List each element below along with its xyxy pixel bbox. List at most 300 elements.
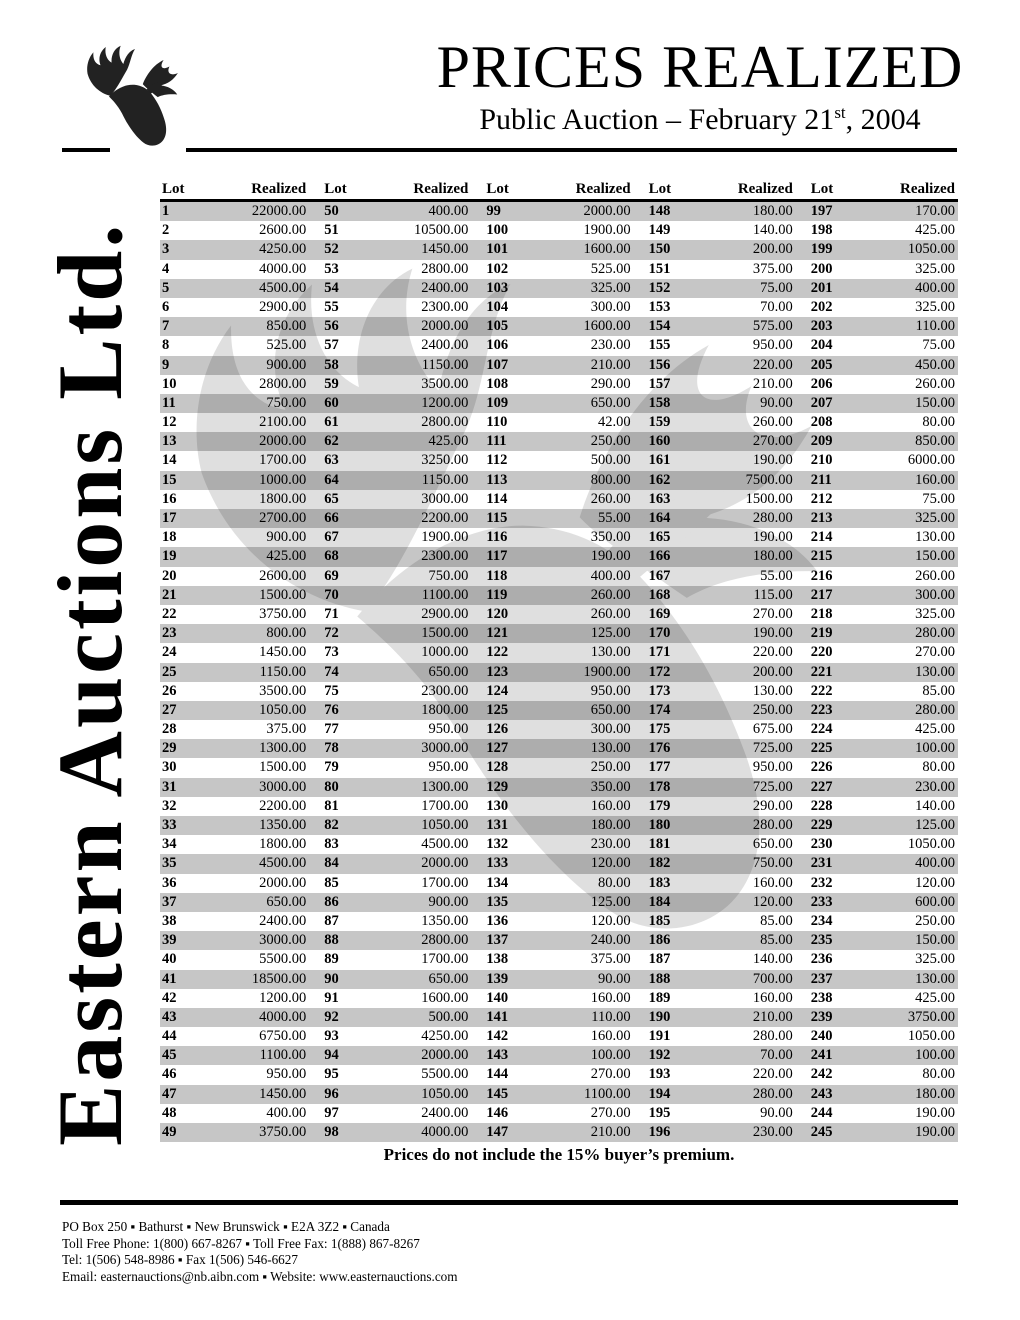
realized-price: 80.00 — [597, 874, 631, 891]
lot-number: 10 — [162, 375, 177, 392]
lot-price-pair — [160, 643, 309, 662]
realized-price: 300.00 — [590, 721, 631, 738]
lot-price-pair — [809, 221, 958, 240]
realized-price: 2600.00 — [259, 222, 307, 239]
lot-number: 235 — [810, 932, 833, 949]
lot-price-pair — [160, 816, 309, 835]
realized-price: 70.00 — [760, 298, 793, 315]
realized-price: 2100.00 — [259, 414, 307, 431]
table-row — [160, 912, 958, 931]
table-row — [160, 586, 958, 605]
realized-price: 140.00 — [915, 797, 955, 814]
lot-price-pair — [160, 413, 309, 432]
realized-price: 900.00 — [266, 356, 307, 373]
lot-number: 157 — [648, 375, 671, 392]
realized-price: 270.00 — [915, 644, 955, 661]
lot-number: 32 — [162, 797, 177, 814]
lot-price-pair — [809, 758, 958, 777]
lot-price-pair — [160, 1046, 309, 1065]
lot-number: 27 — [162, 701, 177, 718]
realized-price: 300.00 — [915, 586, 955, 603]
lot-number: 106 — [486, 337, 509, 354]
lot-price-pair — [322, 931, 471, 950]
lot-number: 205 — [810, 356, 833, 373]
realized-price: 450.00 — [915, 356, 955, 373]
lot-price-pair — [647, 394, 796, 413]
lot-number: 124 — [486, 682, 509, 699]
lot-number: 218 — [810, 605, 833, 622]
lot-price-pair — [809, 394, 958, 413]
realized-price: 400.00 — [428, 203, 469, 219]
lot-price-pair — [647, 989, 796, 1008]
column-header-pair — [647, 180, 796, 198]
lot-price-pair — [647, 317, 796, 336]
lot-price-pair — [809, 1104, 958, 1123]
lot-number: 91 — [324, 989, 339, 1006]
lot-number: 9 — [162, 356, 170, 373]
realized-price: 7500.00 — [745, 471, 793, 488]
lot-number: 100 — [486, 222, 509, 239]
realized-price: 1500.00 — [259, 586, 307, 603]
realized-price: 1050.00 — [907, 836, 955, 853]
lot-price-pair — [647, 624, 796, 643]
lot-number: 105 — [486, 318, 509, 335]
realized-price: 5500.00 — [259, 951, 307, 968]
table-row — [160, 1104, 958, 1123]
realized-price: 5500.00 — [421, 1066, 469, 1083]
lot-number: 111 — [486, 433, 507, 450]
lot-price-pair — [647, 950, 796, 969]
lot-number: 151 — [648, 260, 671, 277]
lot-price-pair — [809, 701, 958, 720]
lot-price-pair — [322, 989, 471, 1008]
lot-price-pair — [160, 394, 309, 413]
lot-price-pair — [322, 1104, 471, 1123]
realized-price: 100.00 — [915, 740, 955, 757]
lot-price-pair — [647, 663, 796, 682]
lot-price-pair — [160, 874, 309, 893]
lot-price-pair — [484, 298, 633, 317]
lot-number: 1 — [162, 203, 170, 219]
realized-price: 1050.00 — [907, 241, 955, 258]
lot-price-pair — [647, 202, 796, 221]
lot-price-pair — [484, 586, 633, 605]
realized-price: 230.00 — [590, 836, 631, 853]
footer-line: Email: easternauctions@nb.aibn.com ▪ Website: www.easternauctions.com — [62, 1268, 458, 1284]
lot-number: 43 — [162, 1008, 177, 1025]
realized-price: 1800.00 — [259, 490, 307, 507]
realized-price: 270.00 — [590, 1104, 631, 1121]
lot-number: 158 — [648, 394, 671, 411]
realized-price: 300.00 — [590, 298, 631, 315]
lot-price-pair — [647, 931, 796, 950]
lot-number: 144 — [486, 1066, 509, 1083]
lot-price-pair — [322, 298, 471, 317]
lot-number: 49 — [162, 1124, 177, 1140]
lot-number: 220 — [810, 644, 833, 661]
realized-price: 130.00 — [590, 740, 631, 757]
realized-price: 140.00 — [752, 951, 793, 968]
lot-price-pair — [322, 317, 471, 336]
table-row — [160, 547, 958, 566]
realized-price: 1150.00 — [421, 356, 469, 373]
realized-price: 220.00 — [752, 644, 793, 661]
lot-number: 11 — [162, 394, 176, 411]
realized-price: 160.00 — [590, 989, 631, 1006]
table-row — [160, 1027, 958, 1046]
lot-number: 95 — [324, 1066, 339, 1083]
lot-price-pair — [484, 758, 633, 777]
lot-number: 164 — [648, 510, 671, 526]
lot-number: 188 — [648, 970, 671, 987]
lot-price-pair — [484, 528, 633, 547]
lot-price-pair — [322, 663, 471, 682]
realized-price: 22000.00 — [251, 203, 307, 219]
lot-price-pair — [647, 567, 796, 586]
realized-price: 160.00 — [590, 797, 631, 814]
lot-price-pair — [809, 1027, 958, 1046]
lot-price-pair — [647, 509, 796, 528]
table-row — [160, 567, 958, 586]
lot-price-pair — [160, 778, 309, 797]
lot-number: 18 — [162, 529, 177, 546]
lot-number: 122 — [486, 644, 509, 661]
lot-number: 93 — [324, 1028, 339, 1045]
lot-number: 61 — [324, 414, 339, 431]
realized-price: 270.00 — [590, 1066, 631, 1083]
lot-price-pair — [809, 356, 958, 375]
lot-number: 101 — [486, 241, 509, 258]
lot-number: 195 — [648, 1104, 671, 1121]
lot-price-pair — [647, 490, 796, 509]
lot-price-pair — [484, 1123, 633, 1142]
realized-price: 650.00 — [590, 394, 631, 411]
realized-price: 950.00 — [590, 682, 631, 699]
lot-price-pair — [322, 797, 471, 816]
realized-price: 3750.00 — [259, 1124, 307, 1140]
lot-price-pair — [160, 950, 309, 969]
lot-price-pair — [484, 739, 633, 758]
lot-number: 97 — [324, 1104, 339, 1121]
lot-number: 63 — [324, 452, 339, 469]
realized-price: 1450.00 — [421, 241, 469, 258]
realized-price: 950.00 — [428, 721, 469, 738]
lot-number: 141 — [486, 1008, 509, 1025]
lot-number: 125 — [486, 701, 509, 718]
realized-price: 220.00 — [752, 356, 793, 373]
lot-price-pair — [484, 970, 633, 989]
realized-price: 425.00 — [915, 721, 955, 738]
lot-number: 86 — [324, 893, 339, 910]
lot-number: 182 — [648, 855, 671, 872]
lot-number: 133 — [486, 855, 509, 872]
realized-price: 250.00 — [752, 701, 793, 718]
lot-price-pair — [809, 375, 958, 394]
lot-price-pair — [160, 758, 309, 777]
lot-number: 213 — [810, 510, 833, 526]
table-row — [160, 451, 958, 470]
realized-price: 1100.00 — [259, 1047, 307, 1064]
realized-price: 18500.00 — [251, 970, 307, 987]
realized-price: 130.00 — [590, 644, 631, 661]
lot-number: 215 — [810, 548, 833, 565]
lot-price-pair — [322, 221, 471, 240]
realized-price: 110.00 — [591, 1008, 631, 1025]
lot-price-pair — [809, 835, 958, 854]
realized-price: 425.00 — [428, 433, 469, 450]
realized-price: 180.00 — [752, 548, 793, 565]
lot-number: 23 — [162, 625, 177, 642]
lot-number: 115 — [486, 510, 508, 526]
realized-price: 425.00 — [266, 548, 307, 565]
lot-price-pair — [809, 624, 958, 643]
lot-price-pair — [647, 451, 796, 470]
lot-price-pair — [160, 970, 309, 989]
lot-price-pair — [809, 893, 958, 912]
realized-price: 240.00 — [590, 932, 631, 949]
lot-price-pair — [484, 471, 633, 490]
lot-price-pair — [484, 336, 633, 355]
lot-number: 239 — [810, 1008, 833, 1025]
lot-number: 217 — [810, 586, 833, 603]
lot-price-pair — [322, 202, 471, 221]
lot-number: 212 — [810, 490, 833, 507]
realized-price: 100.00 — [590, 1047, 631, 1064]
lot-number: 176 — [648, 740, 671, 757]
realized-price: 350.00 — [590, 529, 631, 546]
lot-price-pair — [809, 490, 958, 509]
table-row — [160, 874, 958, 893]
realized-price: 3500.00 — [259, 682, 307, 699]
lot-number: 138 — [486, 951, 509, 968]
lot-price-pair — [160, 375, 309, 394]
lot-price-pair — [484, 835, 633, 854]
lot-number: 225 — [810, 740, 833, 757]
lot-number: 8 — [162, 337, 170, 354]
lot-price-pair — [322, 1046, 471, 1065]
realized-price: 1600.00 — [421, 989, 469, 1006]
lot-price-pair — [647, 854, 796, 873]
realized-price: 650.00 — [266, 893, 307, 910]
lot-price-pair — [647, 739, 796, 758]
lot-number: 99 — [486, 203, 501, 219]
lot-number: 66 — [324, 510, 339, 526]
lot-price-pair — [322, 356, 471, 375]
lot-price-pair — [809, 240, 958, 259]
lot-number: 245 — [810, 1124, 833, 1140]
realized-price: 800.00 — [590, 471, 631, 488]
lot-price-pair — [647, 413, 796, 432]
realized-price: 3750.00 — [907, 1008, 955, 1025]
lot-price-pair — [647, 432, 796, 451]
lot-price-pair — [809, 816, 958, 835]
lot-number: 159 — [648, 414, 671, 431]
lot-price-pair — [160, 490, 309, 509]
realized-price: 2900.00 — [259, 298, 307, 315]
realized-price: 675.00 — [752, 721, 793, 738]
lot-number: 44 — [162, 1028, 177, 1045]
table-row — [160, 970, 958, 989]
table-row — [160, 202, 958, 221]
lot-number: 33 — [162, 817, 177, 833]
lot-number: 6 — [162, 298, 170, 315]
realized-price: 190.00 — [752, 529, 793, 546]
realized-column-header: Realized — [413, 181, 469, 197]
lot-price-pair — [322, 528, 471, 547]
realized-price: 160.00 — [915, 471, 955, 488]
lot-price-pair — [322, 336, 471, 355]
lot-price-pair — [647, 797, 796, 816]
table-row — [160, 279, 958, 298]
realized-price: 280.00 — [752, 817, 793, 833]
lot-number: 2 — [162, 222, 170, 239]
lot-number: 30 — [162, 759, 177, 776]
lot-number: 153 — [648, 298, 671, 315]
lot-number: 57 — [324, 337, 339, 354]
lot-number: 145 — [486, 1085, 509, 1102]
lot-price-pair — [809, 317, 958, 336]
lot-price-pair — [647, 375, 796, 394]
realized-column-header: Realized — [900, 181, 955, 197]
lot-number: 12 — [162, 414, 177, 431]
lot-number: 183 — [648, 874, 671, 891]
table-row — [160, 509, 958, 528]
lot-number: 69 — [324, 567, 339, 584]
realized-price: 1900.00 — [583, 222, 631, 239]
lot-number: 139 — [486, 970, 509, 987]
realized-price: 500.00 — [590, 452, 631, 469]
table-row — [160, 1123, 958, 1142]
table-row — [160, 1008, 958, 1027]
lot-number: 224 — [810, 721, 833, 738]
lot-price-pair — [160, 240, 309, 259]
table-row — [160, 797, 958, 816]
table-row — [160, 298, 958, 317]
lot-price-pair — [160, 451, 309, 470]
lot-price-pair — [160, 471, 309, 490]
realized-price: 2400.00 — [259, 912, 307, 929]
realized-price: 325.00 — [915, 605, 955, 622]
lot-number: 17 — [162, 510, 177, 526]
lot-number: 58 — [324, 356, 339, 373]
realized-price: 260.00 — [915, 567, 955, 584]
lot-price-pair — [160, 221, 309, 240]
realized-price: 400.00 — [915, 279, 955, 296]
lot-price-pair — [322, 854, 471, 873]
realized-price: 280.00 — [752, 1028, 793, 1045]
realized-price: 55.00 — [760, 567, 793, 584]
table-row — [160, 701, 958, 720]
realized-price: 180.00 — [590, 817, 631, 833]
realized-price: 800.00 — [266, 625, 307, 642]
realized-price: 600.00 — [915, 893, 955, 910]
lot-price-pair — [484, 1104, 633, 1123]
realized-price: 650.00 — [428, 970, 469, 987]
lot-price-pair — [322, 1085, 471, 1104]
lot-price-pair — [322, 260, 471, 279]
realized-price: 120.00 — [590, 912, 631, 929]
realized-price: 525.00 — [590, 260, 631, 277]
realized-price: 325.00 — [590, 279, 631, 296]
lot-price-pair — [322, 1123, 471, 1142]
lot-number: 64 — [324, 471, 339, 488]
realized-price: 375.00 — [266, 721, 307, 738]
lot-price-pair — [809, 528, 958, 547]
lot-price-pair — [484, 701, 633, 720]
lot-price-pair — [160, 797, 309, 816]
realized-price: 2900.00 — [421, 605, 469, 622]
lot-number: 174 — [648, 701, 671, 718]
table-row — [160, 432, 958, 451]
realized-price: 1800.00 — [259, 836, 307, 853]
table-row — [160, 528, 958, 547]
realized-price: 220.00 — [752, 1066, 793, 1083]
lot-price-pair — [484, 989, 633, 1008]
lot-price-pair — [809, 797, 958, 816]
lot-number: 26 — [162, 682, 177, 699]
lot-price-pair — [647, 471, 796, 490]
realized-price: 130.00 — [915, 663, 955, 680]
lot-column-header: Lot — [486, 181, 509, 197]
lot-number: 4 — [162, 260, 170, 277]
table-row — [160, 1046, 958, 1065]
lot-number: 29 — [162, 740, 177, 757]
realized-price: 1700.00 — [421, 874, 469, 891]
lot-price-pair — [160, 298, 309, 317]
lot-price-pair — [322, 1065, 471, 1084]
lot-number: 178 — [648, 778, 671, 795]
lot-number: 222 — [810, 682, 833, 699]
realized-price: 200.00 — [752, 241, 793, 258]
lot-price-pair — [160, 701, 309, 720]
lot-number: 186 — [648, 932, 671, 949]
lot-price-pair — [484, 931, 633, 950]
realized-price: 950.00 — [752, 337, 793, 354]
lot-price-pair — [647, 893, 796, 912]
lot-price-pair — [322, 567, 471, 586]
lot-number: 41 — [162, 970, 177, 987]
lot-number: 179 — [648, 797, 671, 814]
realized-price: 950.00 — [266, 1066, 307, 1083]
realized-price: 1350.00 — [259, 817, 307, 833]
lot-price-pair — [809, 912, 958, 931]
lot-price-pair — [647, 336, 796, 355]
lot-price-pair — [322, 893, 471, 912]
lot-number: 79 — [324, 759, 339, 776]
lot-price-pair — [484, 221, 633, 240]
lot-number: 92 — [324, 1008, 339, 1025]
table-row — [160, 950, 958, 969]
realized-price: 190.00 — [590, 548, 631, 565]
realized-price: 270.00 — [752, 605, 793, 622]
lot-number: 230 — [810, 836, 833, 853]
realized-price: 55.00 — [597, 510, 631, 526]
lot-price-pair — [322, 1027, 471, 1046]
lot-number: 40 — [162, 951, 177, 968]
column-header-pair — [809, 180, 958, 198]
realized-price: 4000.00 — [259, 260, 307, 277]
realized-price: 2800.00 — [259, 375, 307, 392]
lot-number: 137 — [486, 932, 509, 949]
realized-price: 400.00 — [590, 567, 631, 584]
lot-price-pair — [647, 605, 796, 624]
buyers-premium-note: Prices do not include the 15% buyer’s premium. — [383, 1145, 735, 1165]
lot-price-pair — [647, 1123, 796, 1142]
realized-price: 1500.00 — [259, 759, 307, 776]
realized-price: 3000.00 — [421, 490, 469, 507]
lot-price-pair — [484, 1027, 633, 1046]
lot-number: 196 — [648, 1124, 671, 1140]
